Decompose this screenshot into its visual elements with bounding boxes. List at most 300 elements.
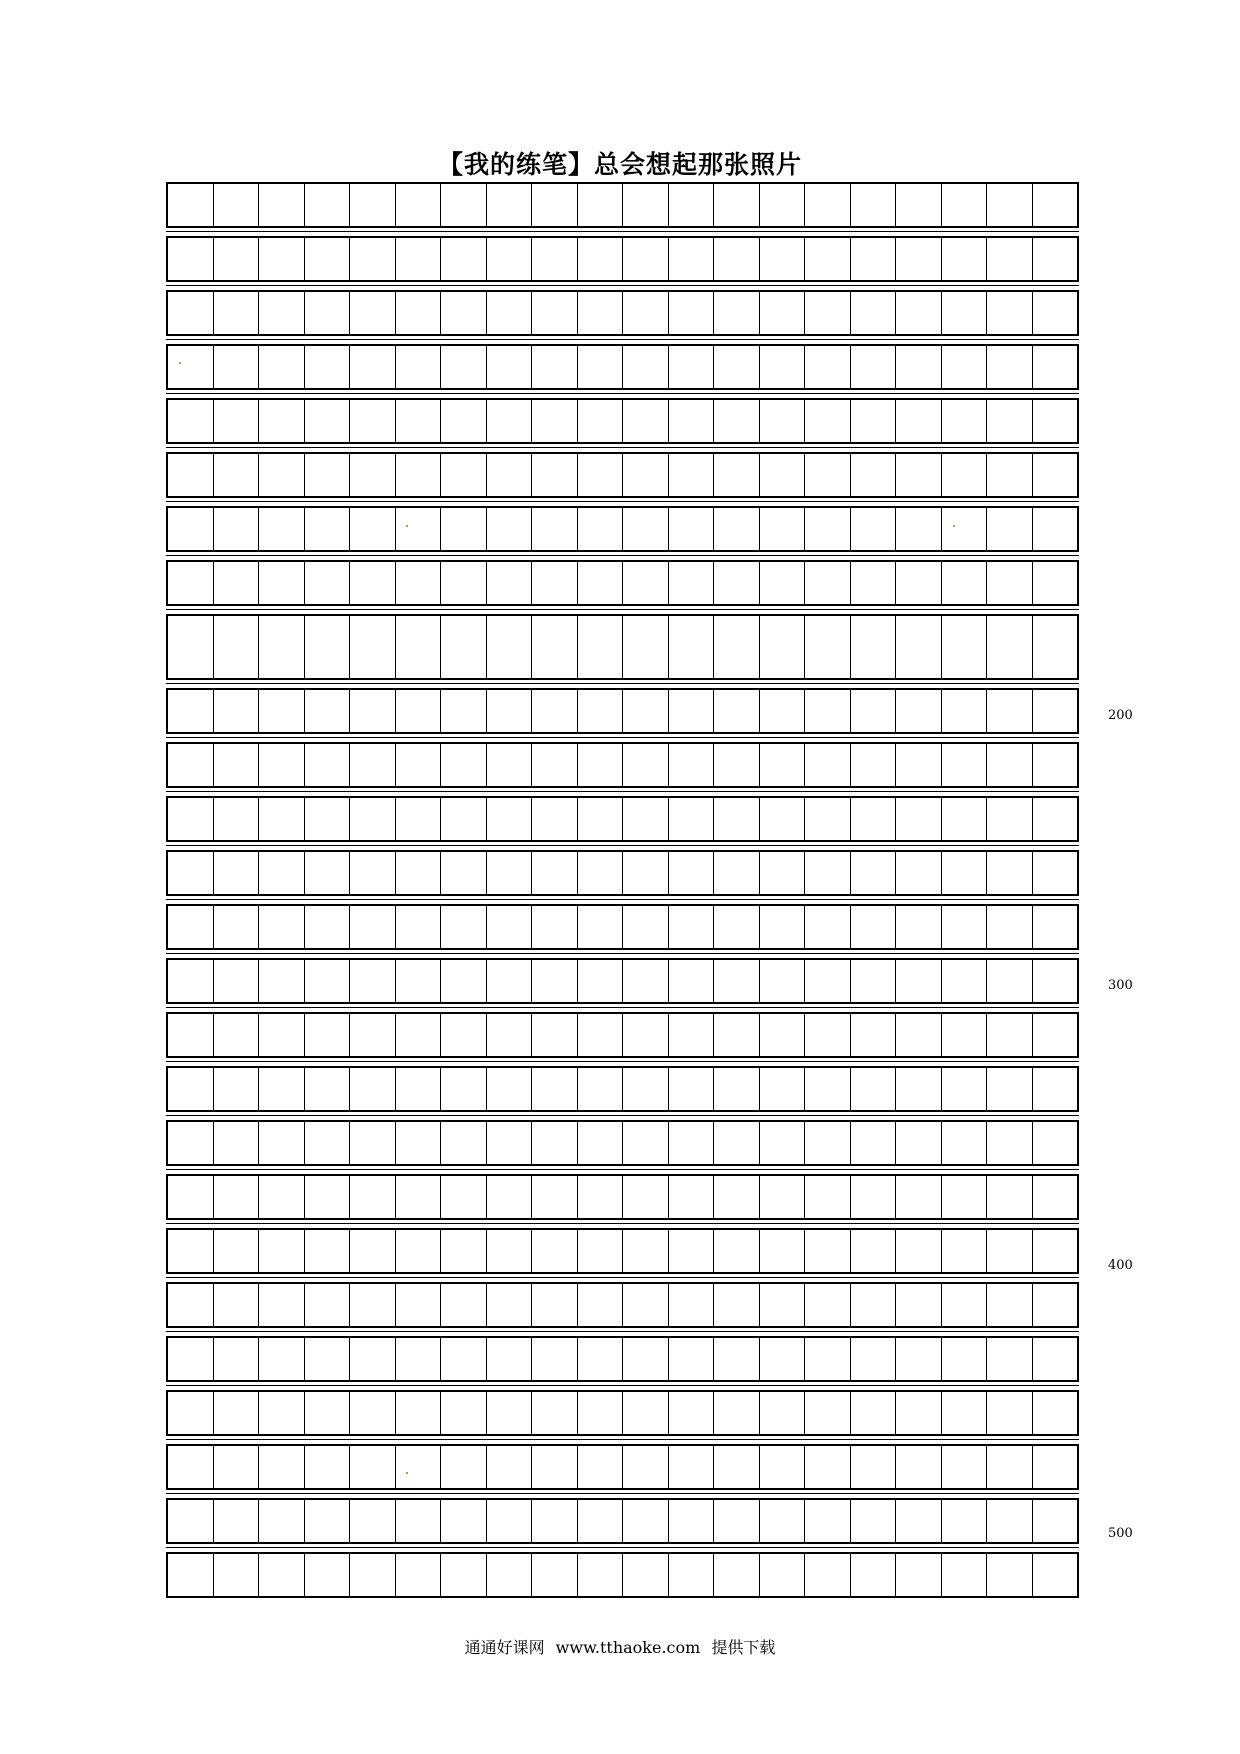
grid-cell[interactable] bbox=[305, 346, 351, 388]
grid-cell[interactable] bbox=[851, 292, 897, 334]
grid-cell[interactable] bbox=[350, 1284, 396, 1326]
grid-cell[interactable] bbox=[487, 454, 533, 496]
grid-cell[interactable] bbox=[487, 960, 533, 1002]
grid-cell[interactable] bbox=[305, 292, 351, 334]
grid-cell[interactable] bbox=[805, 238, 851, 280]
grid-cell[interactable] bbox=[578, 906, 624, 948]
grid-cell[interactable] bbox=[987, 1014, 1033, 1056]
grid-cell[interactable] bbox=[396, 1392, 442, 1434]
grid-cell[interactable] bbox=[168, 1014, 214, 1056]
grid-cell[interactable] bbox=[714, 508, 760, 550]
grid-cell[interactable] bbox=[714, 454, 760, 496]
grid-cell[interactable] bbox=[896, 292, 942, 334]
grid-cell[interactable] bbox=[441, 454, 487, 496]
grid-cell[interactable] bbox=[214, 1068, 260, 1110]
grid-cell[interactable] bbox=[487, 1176, 533, 1218]
grid-cell[interactable] bbox=[987, 798, 1033, 840]
grid-cell[interactable] bbox=[396, 238, 442, 280]
grid-cell[interactable] bbox=[259, 346, 305, 388]
grid-cell[interactable] bbox=[168, 1500, 214, 1542]
grid-cell[interactable] bbox=[896, 1284, 942, 1326]
grid-cell[interactable] bbox=[805, 1338, 851, 1380]
grid-cell[interactable] bbox=[760, 454, 806, 496]
grid-cell[interactable] bbox=[851, 852, 897, 894]
grid-cell[interactable] bbox=[942, 1392, 988, 1434]
grid-cell[interactable] bbox=[578, 960, 624, 1002]
grid-cell[interactable] bbox=[987, 1392, 1033, 1434]
grid-cell[interactable] bbox=[259, 1230, 305, 1272]
grid-cell[interactable] bbox=[896, 1176, 942, 1218]
grid-cell[interactable] bbox=[896, 960, 942, 1002]
grid-cell[interactable] bbox=[532, 400, 578, 442]
grid-cell[interactable] bbox=[851, 690, 897, 732]
grid-cell[interactable] bbox=[987, 1068, 1033, 1110]
grid-cell[interactable] bbox=[396, 1176, 442, 1218]
grid-cell[interactable] bbox=[942, 1014, 988, 1056]
grid-cell[interactable] bbox=[714, 1338, 760, 1380]
grid-cell[interactable] bbox=[942, 238, 988, 280]
grid-cell[interactable] bbox=[259, 906, 305, 948]
grid-cell[interactable] bbox=[578, 1500, 624, 1542]
grid-cell[interactable] bbox=[441, 238, 487, 280]
grid-cell[interactable] bbox=[987, 346, 1033, 388]
grid-cell[interactable] bbox=[396, 906, 442, 948]
grid-cell[interactable] bbox=[532, 1392, 578, 1434]
grid-cell[interactable] bbox=[987, 184, 1033, 226]
grid-cell[interactable] bbox=[578, 616, 624, 678]
grid-cell[interactable] bbox=[851, 1554, 897, 1596]
grid-cell[interactable] bbox=[896, 1446, 942, 1488]
grid-cell[interactable] bbox=[214, 454, 260, 496]
grid-cell[interactable] bbox=[214, 238, 260, 280]
grid-cell[interactable] bbox=[168, 616, 214, 678]
grid-cell[interactable] bbox=[532, 562, 578, 604]
grid-cell[interactable] bbox=[214, 1176, 260, 1218]
grid-cell[interactable] bbox=[760, 1230, 806, 1272]
grid-cell[interactable] bbox=[259, 1176, 305, 1218]
grid-cell[interactable] bbox=[851, 1500, 897, 1542]
grid-cell[interactable] bbox=[350, 690, 396, 732]
grid-cell[interactable] bbox=[623, 1122, 669, 1164]
grid-cell[interactable] bbox=[396, 400, 442, 442]
grid-cell[interactable] bbox=[396, 616, 442, 678]
grid-cell[interactable] bbox=[714, 1068, 760, 1110]
grid-cell[interactable] bbox=[578, 508, 624, 550]
grid-cell[interactable] bbox=[896, 1230, 942, 1272]
grid-cell[interactable] bbox=[441, 508, 487, 550]
grid-cell[interactable] bbox=[396, 292, 442, 334]
grid-cell[interactable] bbox=[168, 690, 214, 732]
grid-cell[interactable] bbox=[805, 1446, 851, 1488]
grid-cell[interactable] bbox=[987, 960, 1033, 1002]
grid-cell[interactable] bbox=[350, 852, 396, 894]
grid-cell[interactable] bbox=[487, 1554, 533, 1596]
grid-cell[interactable] bbox=[350, 508, 396, 550]
grid-cell[interactable] bbox=[532, 616, 578, 678]
grid-cell[interactable] bbox=[623, 1500, 669, 1542]
grid-cell[interactable] bbox=[669, 1500, 715, 1542]
grid-cell[interactable] bbox=[1033, 184, 1078, 226]
grid-cell[interactable] bbox=[1033, 1392, 1078, 1434]
grid-cell[interactable] bbox=[760, 1284, 806, 1326]
grid-cell[interactable] bbox=[760, 906, 806, 948]
grid-cell[interactable] bbox=[851, 1446, 897, 1488]
grid-cell[interactable] bbox=[441, 616, 487, 678]
grid-cell[interactable] bbox=[578, 852, 624, 894]
grid-cell[interactable] bbox=[487, 1284, 533, 1326]
grid-cell[interactable] bbox=[305, 1500, 351, 1542]
grid-cell[interactable] bbox=[214, 798, 260, 840]
grid-cell[interactable] bbox=[851, 1122, 897, 1164]
grid-cell[interactable] bbox=[578, 1122, 624, 1164]
grid-cell[interactable] bbox=[214, 1392, 260, 1434]
grid-cell[interactable] bbox=[441, 1176, 487, 1218]
grid-cell[interactable] bbox=[305, 1230, 351, 1272]
grid-cell[interactable] bbox=[259, 562, 305, 604]
grid-cell[interactable] bbox=[214, 400, 260, 442]
grid-cell[interactable] bbox=[623, 346, 669, 388]
grid-cell[interactable] bbox=[259, 1446, 305, 1488]
grid-cell[interactable] bbox=[714, 184, 760, 226]
grid-cell[interactable] bbox=[714, 744, 760, 786]
grid-cell[interactable] bbox=[396, 1230, 442, 1272]
grid-cell[interactable] bbox=[1033, 1230, 1078, 1272]
grid-cell[interactable] bbox=[350, 400, 396, 442]
grid-cell[interactable] bbox=[487, 1068, 533, 1110]
grid-cell[interactable] bbox=[760, 1446, 806, 1488]
grid-cell[interactable] bbox=[669, 798, 715, 840]
grid-cell[interactable] bbox=[896, 906, 942, 948]
grid-cell[interactable] bbox=[305, 1176, 351, 1218]
grid-cell[interactable] bbox=[714, 1392, 760, 1434]
grid-cell[interactable] bbox=[259, 454, 305, 496]
grid-cell[interactable] bbox=[987, 1446, 1033, 1488]
grid-cell[interactable] bbox=[578, 1230, 624, 1272]
grid-cell[interactable] bbox=[805, 906, 851, 948]
grid-cell[interactable] bbox=[578, 454, 624, 496]
grid-cell[interactable] bbox=[760, 852, 806, 894]
grid-cell[interactable] bbox=[532, 292, 578, 334]
grid-cell[interactable] bbox=[805, 562, 851, 604]
grid-cell[interactable] bbox=[532, 1338, 578, 1380]
grid-cell[interactable] bbox=[168, 960, 214, 1002]
grid-cell[interactable] bbox=[805, 798, 851, 840]
grid-cell[interactable] bbox=[851, 616, 897, 678]
grid-cell[interactable] bbox=[259, 1500, 305, 1542]
grid-cell[interactable] bbox=[168, 292, 214, 334]
grid-cell[interactable] bbox=[350, 1176, 396, 1218]
grid-cell[interactable] bbox=[441, 1446, 487, 1488]
grid-cell[interactable] bbox=[487, 1392, 533, 1434]
grid-cell[interactable] bbox=[669, 1176, 715, 1218]
grid-cell[interactable] bbox=[214, 346, 260, 388]
grid-cell[interactable] bbox=[942, 960, 988, 1002]
grid-cell[interactable] bbox=[396, 690, 442, 732]
grid-cell[interactable] bbox=[305, 960, 351, 1002]
grid-cell[interactable] bbox=[214, 562, 260, 604]
grid-cell[interactable] bbox=[714, 238, 760, 280]
grid-cell[interactable] bbox=[805, 1392, 851, 1434]
grid-cell[interactable] bbox=[532, 1554, 578, 1596]
grid-cell[interactable] bbox=[214, 184, 260, 226]
grid-cell[interactable] bbox=[305, 400, 351, 442]
grid-cell[interactable] bbox=[669, 1338, 715, 1380]
grid-cell[interactable] bbox=[805, 1122, 851, 1164]
grid-cell[interactable] bbox=[896, 1392, 942, 1434]
grid-cell[interactable] bbox=[168, 1392, 214, 1434]
grid-cell[interactable] bbox=[851, 562, 897, 604]
grid-cell[interactable] bbox=[168, 1122, 214, 1164]
grid-cell[interactable] bbox=[214, 960, 260, 1002]
grid-cell[interactable] bbox=[532, 744, 578, 786]
grid-cell[interactable] bbox=[805, 690, 851, 732]
grid-cell[interactable] bbox=[1033, 1014, 1078, 1056]
grid-cell[interactable] bbox=[760, 1554, 806, 1596]
grid-cell[interactable] bbox=[714, 1554, 760, 1596]
grid-cell[interactable] bbox=[942, 1176, 988, 1218]
grid-cell[interactable] bbox=[305, 852, 351, 894]
grid-cell[interactable] bbox=[214, 1284, 260, 1326]
grid-cell[interactable] bbox=[942, 616, 988, 678]
grid-cell[interactable] bbox=[214, 1446, 260, 1488]
grid-cell[interactable] bbox=[623, 508, 669, 550]
grid-cell[interactable] bbox=[350, 1230, 396, 1272]
grid-cell[interactable] bbox=[1033, 1500, 1078, 1542]
grid-cell[interactable] bbox=[623, 616, 669, 678]
grid-cell[interactable] bbox=[532, 1500, 578, 1542]
grid-cell[interactable] bbox=[214, 1230, 260, 1272]
grid-cell[interactable] bbox=[396, 1446, 442, 1488]
grid-cell[interactable] bbox=[532, 1446, 578, 1488]
grid-cell[interactable] bbox=[987, 238, 1033, 280]
grid-cell[interactable] bbox=[396, 508, 442, 550]
grid-cell[interactable] bbox=[623, 400, 669, 442]
grid-cell[interactable] bbox=[669, 906, 715, 948]
grid-cell[interactable] bbox=[578, 1068, 624, 1110]
grid-cell[interactable] bbox=[669, 1284, 715, 1326]
grid-cell[interactable] bbox=[305, 1284, 351, 1326]
grid-cell[interactable] bbox=[714, 562, 760, 604]
grid-cell[interactable] bbox=[987, 906, 1033, 948]
grid-cell[interactable] bbox=[942, 454, 988, 496]
grid-cell[interactable] bbox=[396, 744, 442, 786]
grid-cell[interactable] bbox=[1033, 1284, 1078, 1326]
grid-cell[interactable] bbox=[532, 690, 578, 732]
grid-cell[interactable] bbox=[987, 292, 1033, 334]
grid-cell[interactable] bbox=[851, 1068, 897, 1110]
grid-cell[interactable] bbox=[487, 690, 533, 732]
grid-cell[interactable] bbox=[1033, 960, 1078, 1002]
grid-cell[interactable] bbox=[805, 1284, 851, 1326]
grid-cell[interactable] bbox=[214, 852, 260, 894]
grid-cell[interactable] bbox=[851, 906, 897, 948]
grid-cell[interactable] bbox=[305, 690, 351, 732]
grid-cell[interactable] bbox=[578, 1176, 624, 1218]
grid-cell[interactable] bbox=[168, 1554, 214, 1596]
grid-cell[interactable] bbox=[214, 616, 260, 678]
grid-cell[interactable] bbox=[942, 1446, 988, 1488]
grid-cell[interactable] bbox=[168, 1176, 214, 1218]
grid-cell[interactable] bbox=[532, 454, 578, 496]
grid-cell[interactable] bbox=[168, 562, 214, 604]
grid-cell[interactable] bbox=[578, 562, 624, 604]
grid-cell[interactable] bbox=[487, 906, 533, 948]
grid-cell[interactable] bbox=[623, 292, 669, 334]
grid-cell[interactable] bbox=[942, 852, 988, 894]
grid-cell[interactable] bbox=[214, 1554, 260, 1596]
grid-cell[interactable] bbox=[396, 1014, 442, 1056]
grid-cell[interactable] bbox=[350, 562, 396, 604]
grid-cell[interactable] bbox=[1033, 562, 1078, 604]
grid-cell[interactable] bbox=[669, 238, 715, 280]
grid-cell[interactable] bbox=[441, 798, 487, 840]
grid-cell[interactable] bbox=[896, 616, 942, 678]
grid-cell[interactable] bbox=[168, 238, 214, 280]
grid-cell[interactable] bbox=[350, 454, 396, 496]
grid-cell[interactable] bbox=[669, 616, 715, 678]
grid-cell[interactable] bbox=[987, 690, 1033, 732]
grid-cell[interactable] bbox=[350, 184, 396, 226]
grid-cell[interactable] bbox=[987, 1500, 1033, 1542]
grid-cell[interactable] bbox=[623, 1176, 669, 1218]
grid-cell[interactable] bbox=[305, 508, 351, 550]
grid-cell[interactable] bbox=[1033, 400, 1078, 442]
grid-cell[interactable] bbox=[714, 292, 760, 334]
grid-cell[interactable] bbox=[942, 690, 988, 732]
grid-cell[interactable] bbox=[578, 1446, 624, 1488]
grid-cell[interactable] bbox=[760, 1068, 806, 1110]
grid-cell[interactable] bbox=[851, 1392, 897, 1434]
grid-cell[interactable] bbox=[487, 184, 533, 226]
grid-cell[interactable] bbox=[532, 1230, 578, 1272]
grid-cell[interactable] bbox=[441, 346, 487, 388]
grid-cell[interactable] bbox=[896, 1554, 942, 1596]
grid-cell[interactable] bbox=[942, 798, 988, 840]
grid-cell[interactable] bbox=[441, 1500, 487, 1542]
grid-cell[interactable] bbox=[168, 1338, 214, 1380]
grid-cell[interactable] bbox=[760, 238, 806, 280]
grid-cell[interactable] bbox=[350, 744, 396, 786]
grid-cell[interactable] bbox=[623, 906, 669, 948]
grid-cell[interactable] bbox=[942, 1230, 988, 1272]
grid-cell[interactable] bbox=[760, 1338, 806, 1380]
grid-cell[interactable] bbox=[578, 690, 624, 732]
grid-cell[interactable] bbox=[1033, 690, 1078, 732]
grid-cell[interactable] bbox=[987, 1176, 1033, 1218]
grid-cell[interactable] bbox=[987, 744, 1033, 786]
grid-cell[interactable] bbox=[305, 238, 351, 280]
grid-cell[interactable] bbox=[714, 852, 760, 894]
grid-cell[interactable] bbox=[350, 238, 396, 280]
grid-cell[interactable] bbox=[987, 1230, 1033, 1272]
grid-cell[interactable] bbox=[805, 852, 851, 894]
grid-cell[interactable] bbox=[896, 1068, 942, 1110]
grid-cell[interactable] bbox=[350, 616, 396, 678]
grid-cell[interactable] bbox=[578, 292, 624, 334]
grid-cell[interactable] bbox=[623, 852, 669, 894]
grid-cell[interactable] bbox=[350, 1014, 396, 1056]
grid-cell[interactable] bbox=[350, 1500, 396, 1542]
grid-cell[interactable] bbox=[987, 400, 1033, 442]
grid-cell[interactable] bbox=[350, 1392, 396, 1434]
grid-cell[interactable] bbox=[760, 616, 806, 678]
grid-cell[interactable] bbox=[259, 238, 305, 280]
grid-cell[interactable] bbox=[669, 454, 715, 496]
grid-cell[interactable] bbox=[896, 690, 942, 732]
grid-cell[interactable] bbox=[805, 508, 851, 550]
grid-cell[interactable] bbox=[987, 1122, 1033, 1164]
grid-cell[interactable] bbox=[578, 400, 624, 442]
grid-cell[interactable] bbox=[623, 1230, 669, 1272]
grid-cell[interactable] bbox=[487, 562, 533, 604]
grid-cell[interactable] bbox=[1033, 292, 1078, 334]
grid-cell[interactable] bbox=[896, 238, 942, 280]
grid-cell[interactable] bbox=[942, 744, 988, 786]
grid-cell[interactable] bbox=[396, 1122, 442, 1164]
grid-cell[interactable] bbox=[259, 1122, 305, 1164]
grid-cell[interactable] bbox=[168, 906, 214, 948]
grid-cell[interactable] bbox=[487, 1338, 533, 1380]
grid-cell[interactable] bbox=[669, 1392, 715, 1434]
grid-cell[interactable] bbox=[305, 1446, 351, 1488]
grid-cell[interactable] bbox=[1033, 852, 1078, 894]
grid-cell[interactable] bbox=[350, 1068, 396, 1110]
grid-cell[interactable] bbox=[987, 1554, 1033, 1596]
grid-cell[interactable] bbox=[214, 1500, 260, 1542]
grid-cell[interactable] bbox=[168, 1446, 214, 1488]
grid-cell[interactable] bbox=[805, 1014, 851, 1056]
grid-cell[interactable] bbox=[259, 852, 305, 894]
grid-cell[interactable] bbox=[851, 508, 897, 550]
grid-cell[interactable] bbox=[805, 744, 851, 786]
grid-cell[interactable] bbox=[669, 400, 715, 442]
grid-cell[interactable] bbox=[669, 1122, 715, 1164]
grid-cell[interactable] bbox=[168, 184, 214, 226]
grid-cell[interactable] bbox=[805, 184, 851, 226]
grid-cell[interactable] bbox=[896, 744, 942, 786]
grid-cell[interactable] bbox=[942, 1554, 988, 1596]
grid-cell[interactable] bbox=[714, 960, 760, 1002]
grid-cell[interactable] bbox=[578, 1392, 624, 1434]
grid-cell[interactable] bbox=[214, 906, 260, 948]
grid-cell[interactable] bbox=[532, 184, 578, 226]
grid-cell[interactable] bbox=[805, 400, 851, 442]
grid-cell[interactable] bbox=[532, 798, 578, 840]
grid-cell[interactable] bbox=[851, 744, 897, 786]
grid-cell[interactable] bbox=[487, 1500, 533, 1542]
grid-cell[interactable] bbox=[760, 798, 806, 840]
grid-cell[interactable] bbox=[669, 346, 715, 388]
grid-cell[interactable] bbox=[532, 508, 578, 550]
grid-cell[interactable] bbox=[578, 1554, 624, 1596]
grid-cell[interactable] bbox=[714, 798, 760, 840]
grid-cell[interactable] bbox=[942, 184, 988, 226]
grid-cell[interactable] bbox=[851, 238, 897, 280]
grid-cell[interactable] bbox=[1033, 1338, 1078, 1380]
grid-cell[interactable] bbox=[487, 400, 533, 442]
grid-cell[interactable] bbox=[168, 1068, 214, 1110]
grid-cell[interactable] bbox=[896, 1122, 942, 1164]
grid-cell[interactable] bbox=[942, 346, 988, 388]
grid-cell[interactable] bbox=[305, 1014, 351, 1056]
grid-cell[interactable] bbox=[896, 798, 942, 840]
grid-cell[interactable] bbox=[805, 1230, 851, 1272]
grid-cell[interactable] bbox=[760, 960, 806, 1002]
grid-cell[interactable] bbox=[1033, 1122, 1078, 1164]
grid-cell[interactable] bbox=[669, 1230, 715, 1272]
grid-cell[interactable] bbox=[305, 562, 351, 604]
grid-cell[interactable] bbox=[1033, 508, 1078, 550]
